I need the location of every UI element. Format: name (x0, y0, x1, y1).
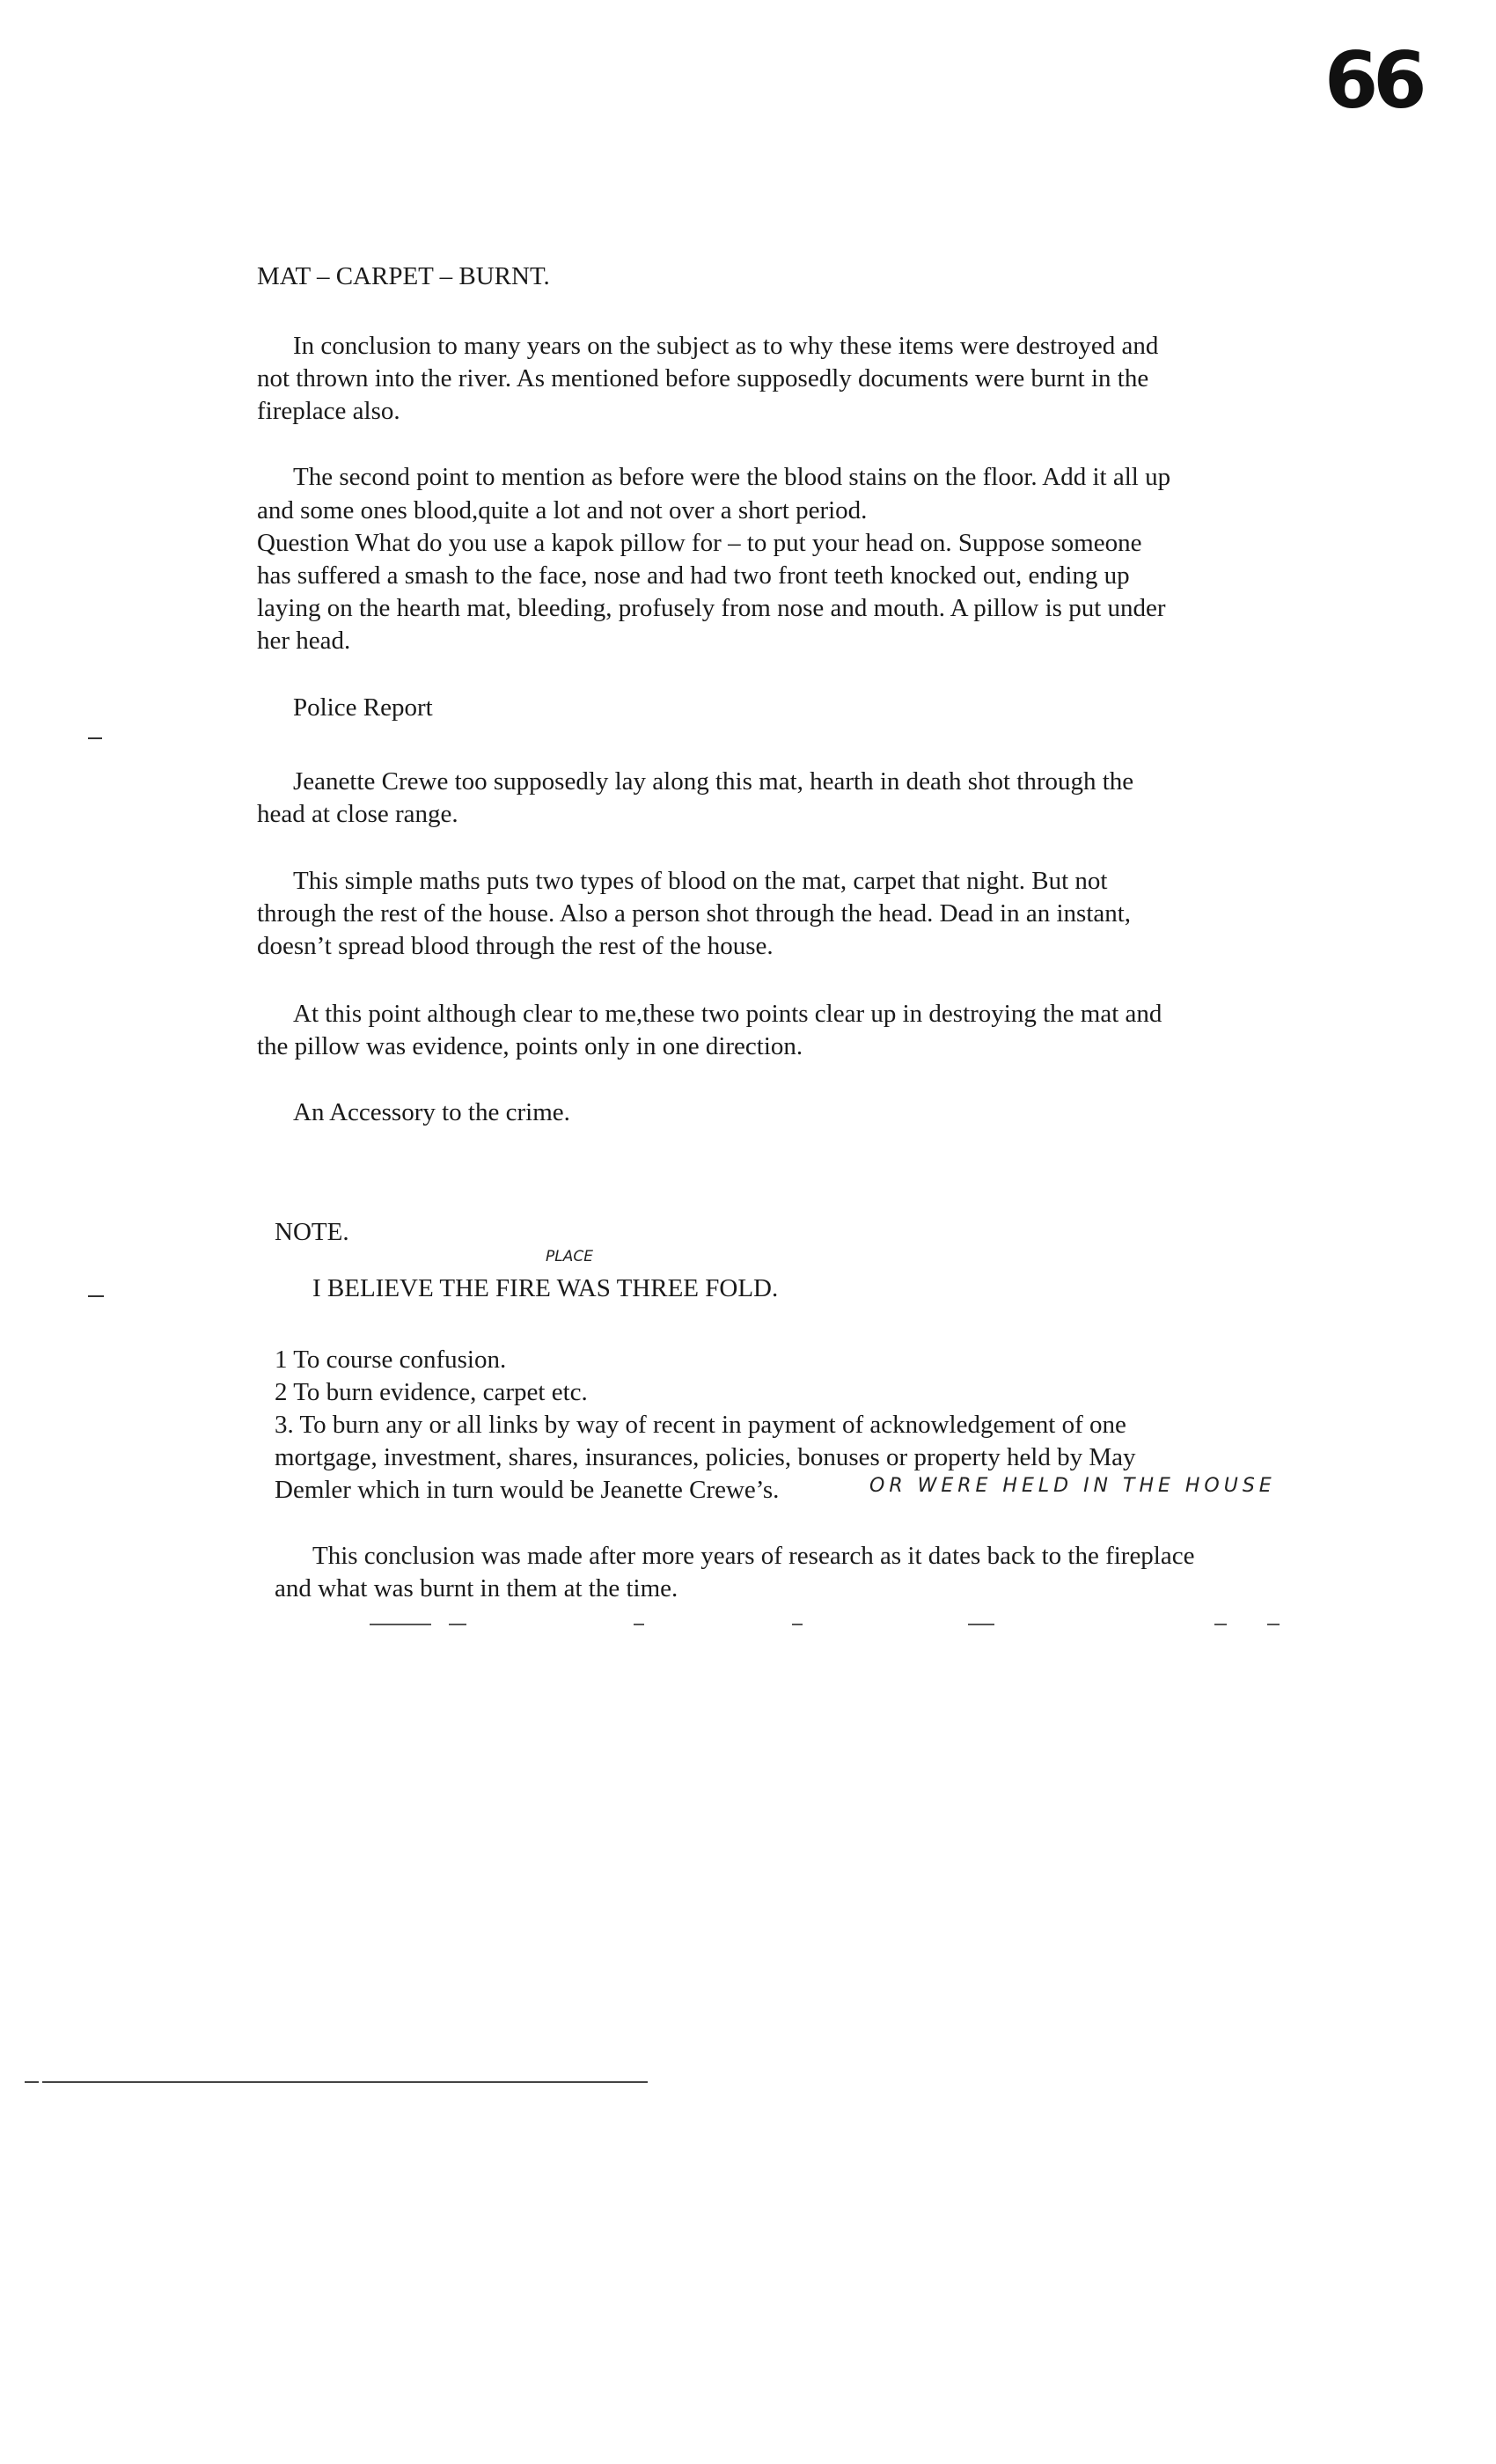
footer-rule (42, 2081, 648, 2083)
p3-line-1: Question What do you use a kapok pillow for – to put your head on. Suppose someone (257, 529, 1142, 557)
p2-line-2: and some ones blood,quite a lot and not over a short period. (257, 496, 868, 524)
margin-mark-2 (88, 1295, 104, 1297)
footer-rule-dash (25, 2081, 39, 2083)
p4-line-1: Jeanette Crewe too supposedly lay along this mat, hearth in death shot through the (293, 767, 1134, 796)
list-item-3: 3. To burn any or all links by way of recent in payment of acknowledgement of one (275, 1411, 1126, 1439)
p3-line-2: has suffered a smash to the face, nose and had two front teeth knocked out, ending up (257, 561, 1130, 590)
handwritten-place: PLACE (546, 1248, 593, 1265)
p4-line-2: head at close range. (257, 800, 458, 828)
police-report-label: Police Report (293, 693, 433, 722)
list-item-3-end: Demler which in turn would be Jeanette Crewe’s. (275, 1476, 780, 1504)
list-item-2: 2 To burn evidence, carpet etc. (275, 1378, 588, 1406)
p6-line-2: the pillow was evidence, points only in one direction. (257, 1032, 803, 1060)
rule-dash (792, 1624, 803, 1625)
p2-line-1: The second point to mention as before were the blood stains on the floor. Add it all up (293, 463, 1171, 491)
margin-mark (88, 737, 102, 739)
p5-line-3: doesn’t spread blood through the rest of the house. (257, 932, 774, 960)
p1-line-2: not thrown into the river. As mentioned before supposedly documents were burnt in the (257, 364, 1149, 392)
rule-dash (370, 1624, 431, 1625)
belief-line: I BELIEVE THE FIRE WAS THREE FOLD. (312, 1274, 779, 1302)
p5-line-2: through the rest of the house. Also a person shot through the head. Dead in an instant, (257, 899, 1132, 928)
rule-dash (634, 1624, 644, 1625)
note-label: NOTE. (275, 1218, 349, 1246)
p1-line-3: fireplace also. (257, 397, 400, 425)
p6-line-1: At this point although clear to me,these two points clear up in destroying the mat and (293, 1000, 1162, 1028)
rule-dash (449, 1624, 466, 1625)
p5-line-1: This simple maths puts two types of blood on the mat, carpet that night. But not (293, 867, 1108, 895)
rule-dash (968, 1624, 994, 1625)
heading: MAT – CARPET – BURNT. (257, 262, 550, 290)
list-item-1: 1 To course confusion. (275, 1346, 507, 1374)
rule-dash (1214, 1624, 1227, 1625)
p3-line-4: her head. (257, 627, 351, 655)
p3-line-3: laying on the hearth mat, bleeding, profusely from nose and mouth. A pillow is put under (257, 594, 1166, 622)
p1-line-1: In conclusion to many years on the subject as to why these items were destroyed and (293, 332, 1159, 360)
page-number: 66 (1324, 35, 1422, 126)
conclusion-line-1: This conclusion was made after more years of research as it dates back to the fireplace (312, 1542, 1195, 1570)
conclusion-line-2: and what was burnt in them at the time. (275, 1574, 678, 1602)
rule-dash (1267, 1624, 1280, 1625)
accessory-line: An Accessory to the crime. (293, 1098, 570, 1126)
handwritten-addition: OR WERE HELD IN THE HOUSE (869, 1475, 1276, 1497)
list-item-3-cont: mortgage, investment, shares, insurances, policies, bonuses or property held by May (275, 1443, 1136, 1471)
